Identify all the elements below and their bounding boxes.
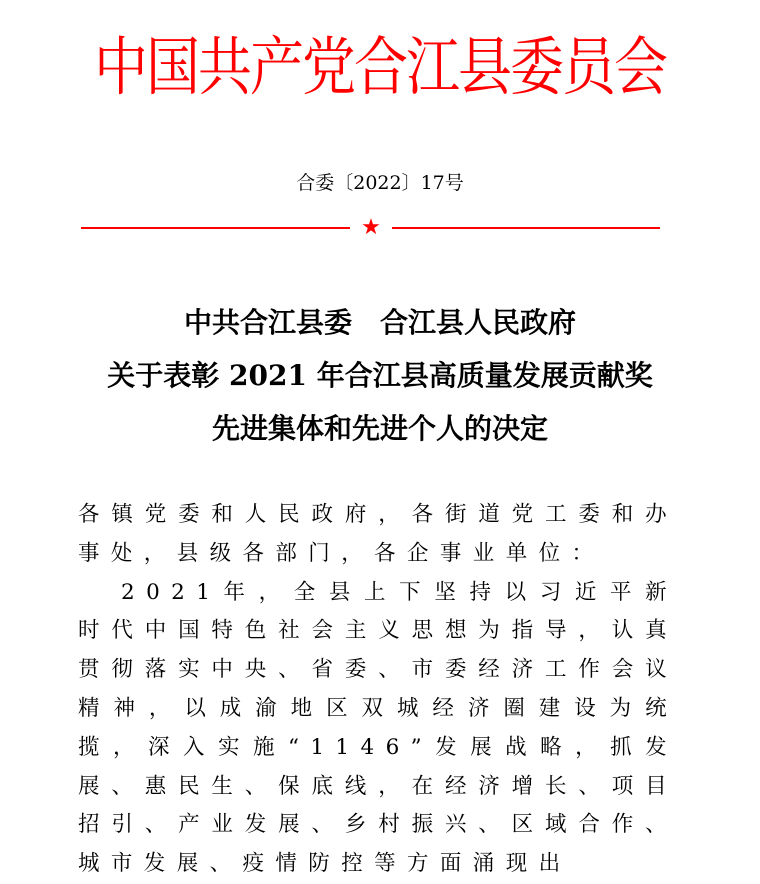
- body-paragraph: 2021年，全县上下坚持以习近平新时代中国特色社会主义思想为指导，认真贯彻落实中央、省委、市委经济工作会议精神，以成渝地区双城经济圈建设为统揽，深入实施“1146”发展战略，抓发展、惠民生、保底线，在经济增长、项目招引、产业发展、乡村振兴、区域合作、城市发展、疫情防控等方面涌现出: [78, 579, 678, 877]
- issuer-header: 中国共产党合江县委员会: [94, 30, 666, 105]
- divider-line-left: [81, 227, 350, 229]
- title-line-3: 先进集体和先进个人的决定: [211, 412, 548, 445]
- document-number: 合委〔2022〕17号: [296, 172, 464, 194]
- document-title: [0, 296, 760, 455]
- red-divider: [0, 215, 760, 240]
- star-icon: ★: [361, 215, 381, 240]
- salutation: 各镇党委和人民政府，各街道党工委和办事处，县级各部门，各企事业单位：: [78, 502, 678, 566]
- title-line-1: 中共合江县委 合江县人民政府: [183, 306, 576, 339]
- document-body: [78, 496, 678, 884]
- title-line-2: 关于表彰 2021 年合江县高质量发展贡献奖: [107, 359, 653, 392]
- divider-line-right: [392, 227, 660, 229]
